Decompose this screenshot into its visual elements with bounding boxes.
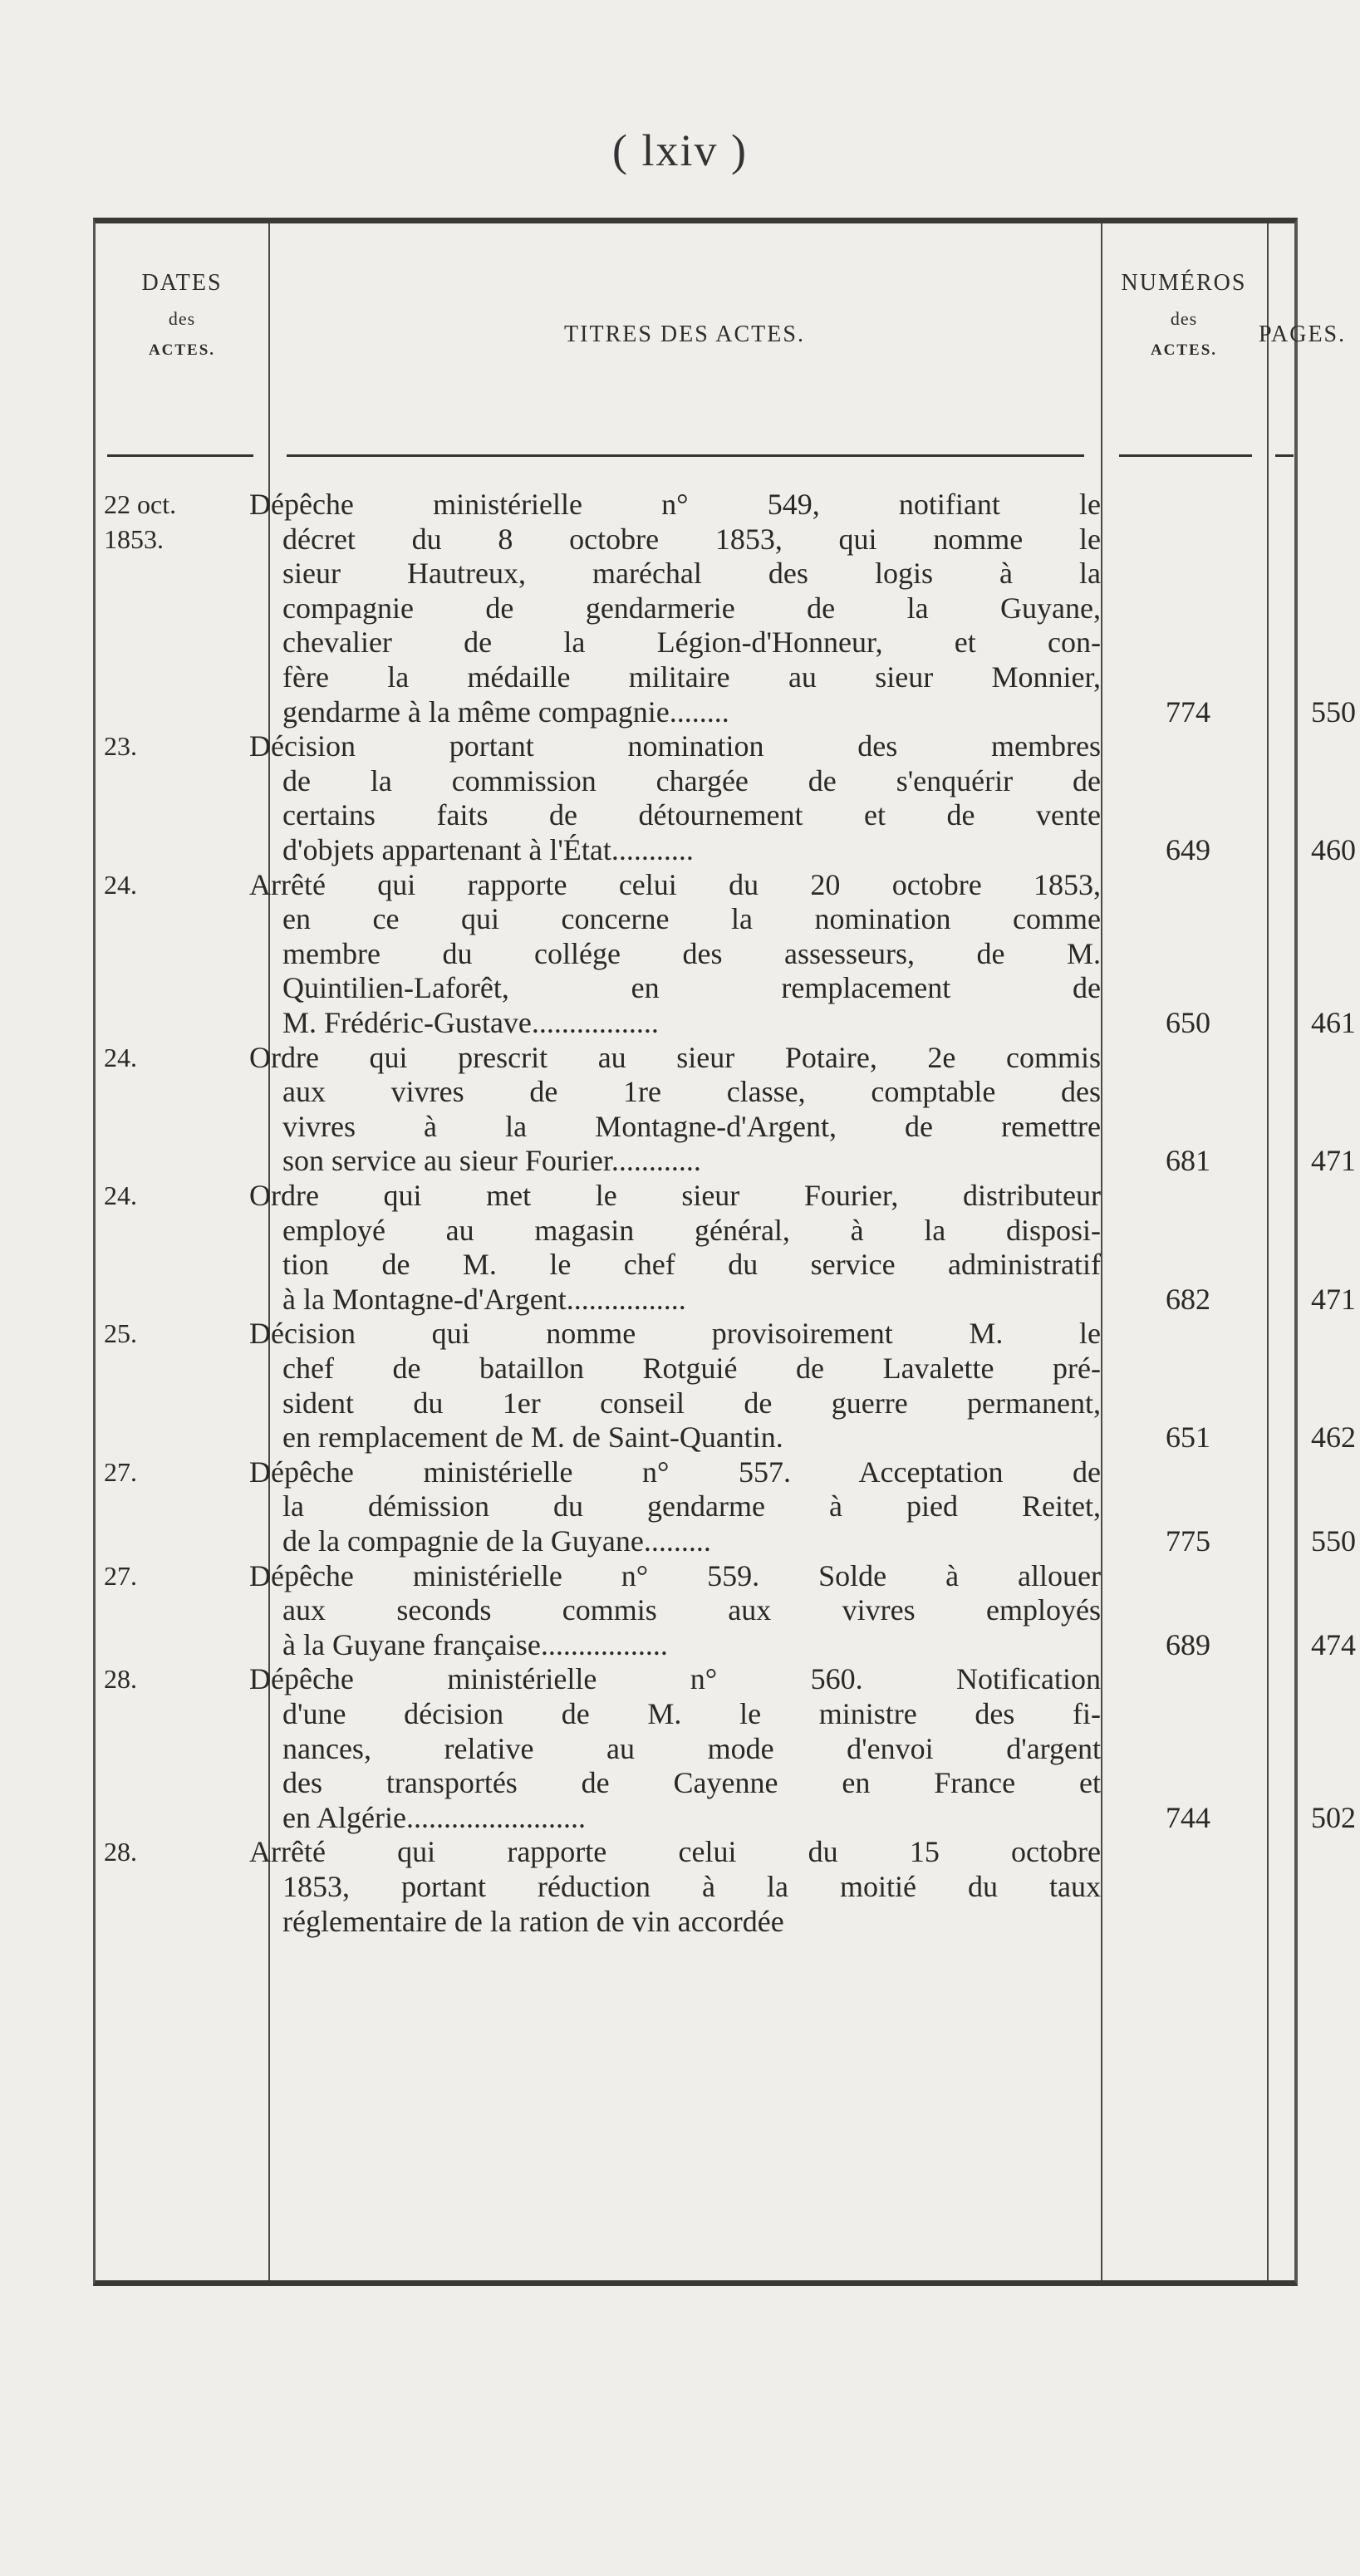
header-rule <box>1119 454 1252 457</box>
row-numero: 682 <box>1166 1282 1210 1316</box>
header-dates-line3: ACTES. <box>148 341 216 359</box>
row-page: 474 <box>1311 1627 1356 1661</box>
row-title-line: Ordre qui prescrit au sieur Potaire, 2e commis <box>249 1040 1101 1074</box>
header-rule <box>1275 454 1294 457</box>
row-title-line: sieur Hautreux, maréchal des logis à la <box>282 557 1101 591</box>
row-title <box>249 1179 1101 1317</box>
header-dates <box>96 270 268 360</box>
row-title-line: Arrêté qui rapporte celui du 20 octobre 1853, <box>249 867 1101 901</box>
row-title-line: sident du 1er conseil de guerre permanent, <box>282 1386 1101 1420</box>
row-title-line: en ce qui concerne la nomination comme <box>282 902 1101 936</box>
row-title-line: aux seconds commis aux vivres employés <box>282 1593 1101 1627</box>
row-date-line: 23. <box>104 731 137 762</box>
row-title-line: de la commission chargée de s'enquérir de <box>282 763 1101 797</box>
row-page: 550 <box>1311 1524 1356 1558</box>
row-date <box>104 1455 245 1490</box>
column-divider <box>1101 223 1102 2280</box>
row-date <box>104 729 245 764</box>
row-numero: 649 <box>1166 832 1210 866</box>
table-frame <box>93 218 1356 2286</box>
row-title-line: tion de M. le chef du service administratif <box>282 1248 1101 1282</box>
row-title-line: M. Frédéric-Gustave................. <box>282 1005 659 1039</box>
row-title-line: certains faits de détournement et de vente <box>282 798 1101 832</box>
row-date-line: 25. <box>104 1318 137 1349</box>
row-title-line: Dépêche ministérielle n° 559. Solde à allouer <box>249 1558 1101 1592</box>
row-date <box>104 868 245 903</box>
row-title-line: Dépêche ministérielle n° 560. Notification <box>249 1662 1101 1696</box>
row-date-line: 24. <box>104 1042 137 1072</box>
header-titres-label: TITRES DES ACTES. <box>564 321 805 347</box>
row-title <box>249 1455 1101 1559</box>
header-dates-line2: des <box>168 308 196 329</box>
row-page: 460 <box>1311 832 1356 866</box>
row-date <box>104 1317 245 1352</box>
row-title-line: Décision qui nomme provisoirement M. le <box>249 1317 1101 1351</box>
row-title-line: fère la médaille militaire au sieur Monnier, <box>282 660 1101 694</box>
row-numero: 689 <box>1166 1627 1210 1661</box>
row-title-line: Ordre qui met le sieur Fourier, distributeur <box>249 1179 1101 1212</box>
row-title-line: gendarme à la même compagnie........ <box>282 694 729 729</box>
row-title <box>249 1317 1101 1455</box>
row-date <box>104 1835 245 1870</box>
row-page: 462 <box>1311 1420 1356 1455</box>
row-numero: 744 <box>1166 1800 1210 1834</box>
row-title-line: chevalier de la Légion-d'Honneur, et con- <box>282 626 1101 660</box>
header-rule <box>107 454 253 457</box>
row-date-line: 24. <box>104 869 137 900</box>
row-numero: 774 <box>1166 694 1210 729</box>
row-title-line: de la compagnie de la Guyane......... <box>282 1524 711 1558</box>
row-date <box>104 488 245 557</box>
page-number: ( lxiv ) <box>612 125 748 175</box>
row-numero: 650 <box>1166 1005 1210 1039</box>
row-title-line: Quintilien-Laforêt, en remplacement de <box>282 971 1101 1005</box>
row-title-line: aux vivres de 1re classe, comptable des <box>282 1075 1101 1109</box>
row-title <box>249 1558 1101 1663</box>
row-title-line: Dépêche ministérielle n° 549, notifiant le <box>249 488 1101 521</box>
row-title-line: son service au sieur Fourier............ <box>282 1144 701 1178</box>
header-numeros-line1: NUMÉROS <box>1121 270 1247 296</box>
row-title-line: des transportés de Cayenne en France et <box>282 1766 1101 1800</box>
row-date-line: 27. <box>104 1456 137 1487</box>
column-divider <box>268 223 270 2280</box>
header-numeros-line2: des <box>1170 308 1198 329</box>
row-title-line: Arrêté qui rapporte celui du 15 octobre <box>249 1835 1101 1869</box>
header-rule <box>287 454 1084 457</box>
row-title <box>249 1835 1101 1939</box>
row-title <box>249 1662 1101 1835</box>
row-title-line: chef de bataillon Rotguié de Lavalette pré- <box>282 1351 1101 1385</box>
row-date <box>104 1662 245 1697</box>
row-date <box>104 1179 245 1214</box>
row-title-line: d'objets appartenant à l'État........... <box>282 832 694 866</box>
row-date-line: 28. <box>104 1837 137 1867</box>
row-numero: 775 <box>1166 1524 1210 1558</box>
header-dates-line1: DATES <box>141 270 223 296</box>
row-title-line: Décision portant nomination des membres <box>249 729 1101 763</box>
row-date-line: 1853. <box>104 523 164 554</box>
row-date-line: 24. <box>104 1180 137 1210</box>
row-title <box>249 729 1101 867</box>
header-numeros-line3: ACTES. <box>1150 341 1218 359</box>
row-title <box>249 488 1101 729</box>
row-title-line: employé au magasin général, à la disposi- <box>282 1213 1101 1247</box>
row-title-line: vivres à la Montagne-d'Argent, de remettre <box>282 1109 1101 1143</box>
row-title-line: à la Montagne-d'Argent................ <box>282 1282 686 1316</box>
row-title-line: Dépêche ministérielle n° 557. Acceptation de <box>249 1455 1101 1489</box>
row-title-line: à la Guyane française................. <box>282 1627 668 1661</box>
header-titres <box>268 321 1101 348</box>
row-title <box>249 1040 1101 1179</box>
row-date <box>104 1041 245 1076</box>
row-page: 471 <box>1311 1144 1356 1178</box>
row-numero: 681 <box>1166 1144 1210 1178</box>
row-date-line: 27. <box>104 1560 137 1591</box>
row-title-line: en remplacement de M. de Saint-Quantin. <box>282 1420 783 1455</box>
row-title-line: 1853, portant réduction à la moitié du taux <box>282 1869 1101 1903</box>
row-title-line: d'une décision de M. le ministre des fi- <box>282 1696 1101 1730</box>
header-numeros <box>1101 270 1267 360</box>
row-page: 550 <box>1311 694 1356 729</box>
row-date <box>104 1559 245 1594</box>
column-divider <box>1267 223 1269 2280</box>
row-page: 461 <box>1311 1005 1356 1039</box>
row-date-line: 28. <box>104 1664 137 1695</box>
row-title-line: compagnie de gendarmerie de la Guyane, <box>282 591 1101 625</box>
row-title-line: nances, relative au mode d'envoi d'argent <box>282 1731 1101 1765</box>
row-numero: 651 <box>1166 1420 1210 1455</box>
row-title-line: réglementaire de la ration de vin accordée <box>282 1904 784 1938</box>
row-title-line: membre du collége des assesseurs, de M. <box>282 936 1101 970</box>
row-title-line: décret du 8 octobre 1853, qui nomme le <box>282 522 1101 556</box>
row-title-line: la démission du gendarme à pied Reitet, <box>282 1489 1101 1524</box>
row-page: 471 <box>1311 1282 1356 1316</box>
row-title <box>249 867 1101 1041</box>
row-page: 502 <box>1311 1800 1356 1834</box>
header-pages <box>1259 321 1347 348</box>
row-title-line: en Algérie........................ <box>282 1800 586 1834</box>
row-date-line: 22 oct. <box>104 489 177 519</box>
header-pages-label: PAGES. <box>1259 321 1347 347</box>
